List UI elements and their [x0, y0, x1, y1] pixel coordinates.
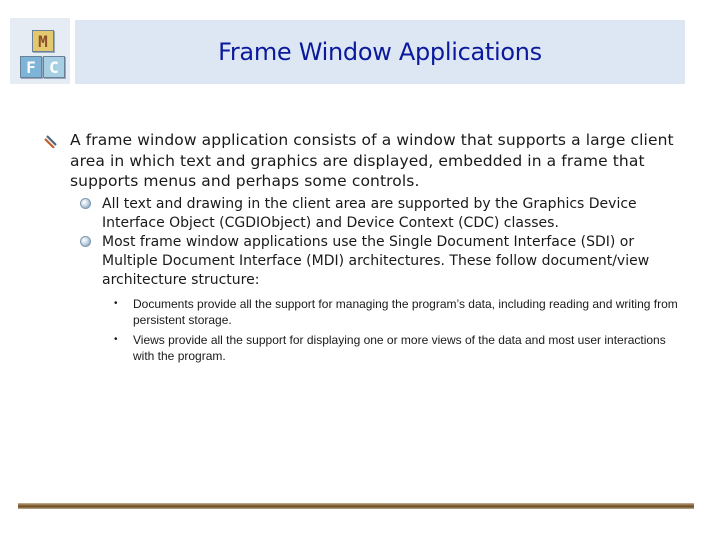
- subpoint-item: [44, 195, 684, 233]
- footer-rule: [18, 503, 694, 509]
- logo-tile-c: C: [43, 56, 65, 78]
- title-band: [75, 20, 685, 84]
- dot-bullet-icon: •: [114, 333, 118, 345]
- slash-bullet-icon: [44, 135, 57, 148]
- detail-item: [44, 332, 684, 364]
- slide-title: Frame Window Applications: [218, 38, 542, 66]
- logo-tile-m: M: [32, 30, 54, 52]
- subpoint-list: [44, 195, 684, 290]
- sphere-bullet-icon: [80, 198, 91, 209]
- slide-body: [44, 130, 684, 368]
- subpoint-text: Most frame window applications use the Single Document Interface (SDI) or Multiple Document Interface (MDI) architectures. These follow document/view architecture structure:: [102, 233, 650, 288]
- main-point: [44, 130, 684, 192]
- subpoint-item: [44, 233, 684, 290]
- detail-text: Views provide all the support for displaying one or more views of the data and most user interactions with the program.: [133, 332, 666, 363]
- mfc-logo: [10, 18, 70, 84]
- subpoint-text: All text and drawing in the client area are supported by the Graphics Device Interface Object (CGDIObject) and Device Context (CDC) classes.: [102, 195, 637, 231]
- detail-item: [44, 296, 684, 328]
- logo-tile-f: F: [20, 56, 42, 78]
- detail-list: [44, 296, 684, 364]
- sphere-bullet-icon: [80, 236, 91, 247]
- dot-bullet-icon: •: [114, 297, 118, 309]
- main-point-text: A frame window application consists of a window that supports a large client area in which text and graphics are displayed, embedded in a frame that supports menus and perhaps some controls.: [70, 131, 674, 190]
- detail-text: Documents provide all the support for managing the program’s data, including reading and writing from persistent storage.: [133, 296, 678, 327]
